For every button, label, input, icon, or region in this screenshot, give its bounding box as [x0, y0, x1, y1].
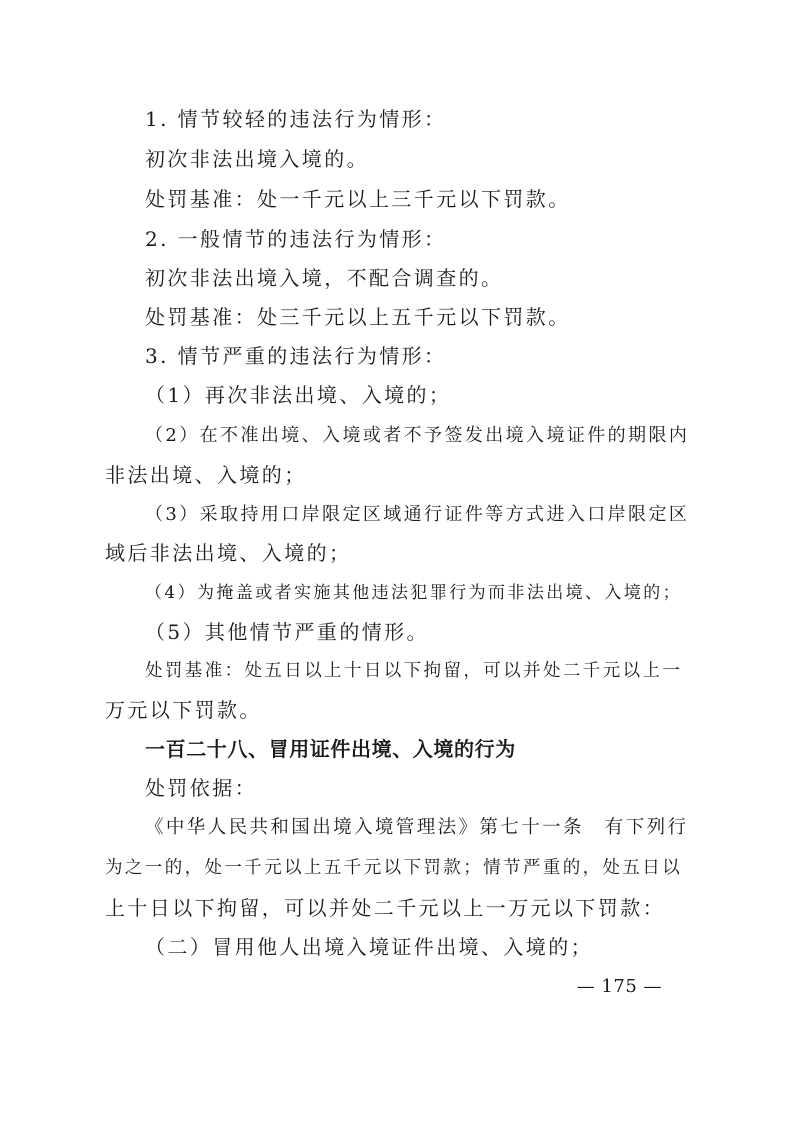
page-number: — 175 — — [576, 976, 662, 997]
text-line: （3）采取持用口岸限定区域通行证件等方式进入口岸限定区 — [145, 504, 690, 525]
text-line: 处罚基准：处一千元以上三千元以下罚款。 — [145, 187, 571, 211]
text-line: 2. 一般情节的违法行为情形： — [145, 227, 447, 251]
text-line: 3. 情节严重的违法行为情形： — [145, 344, 447, 368]
text-line: （2）在不准出境、入境或者不予签发出境入境证件的期限内 — [145, 425, 690, 446]
text-line: 非法出境、入境的； — [105, 463, 307, 487]
text-line: （4）为掩盖或者实施其他违法犯罪行为而非法出境、入境的； — [145, 583, 683, 603]
text-line: 处罚基准：处五日以上十日以下拘留，可以并处二千元以上一 — [145, 661, 683, 681]
text-line: 《中华人民共和国出境入境管理法》第七十一条 有下列行 — [145, 817, 689, 838]
text-line: 域后非法出境、入境的； — [105, 541, 352, 565]
section-heading: 一百二十八、冒用证件出境、入境的行为 — [145, 737, 516, 761]
text-line: （二）冒用他人出境入境证件出境、入境的； — [145, 935, 593, 959]
text-line: 处罚依据： — [145, 776, 257, 800]
text-line: 1. 情节较轻的违法行为情形： — [145, 107, 447, 131]
text-line: 处罚基准：处三千元以上五千元以下罚款。 — [145, 305, 571, 329]
text-line: 为之一的，处一千元以上五千元以下罚款；情节严重的，处五日以 — [105, 858, 683, 878]
text-line: （1）再次非法出境、入境的； — [145, 383, 452, 407]
text-line: （5）其他情节严重的情形。 — [145, 620, 429, 644]
text-line: 万元以下罚款。 — [105, 698, 262, 722]
text-line: 初次非法出境入境的。 — [145, 147, 369, 171]
text-line: 上十日以下拘留，可以并处二千元以上一万元以下罚款： — [105, 896, 665, 920]
text-line: 初次非法出境入境，不配合调查的。 — [145, 266, 504, 290]
